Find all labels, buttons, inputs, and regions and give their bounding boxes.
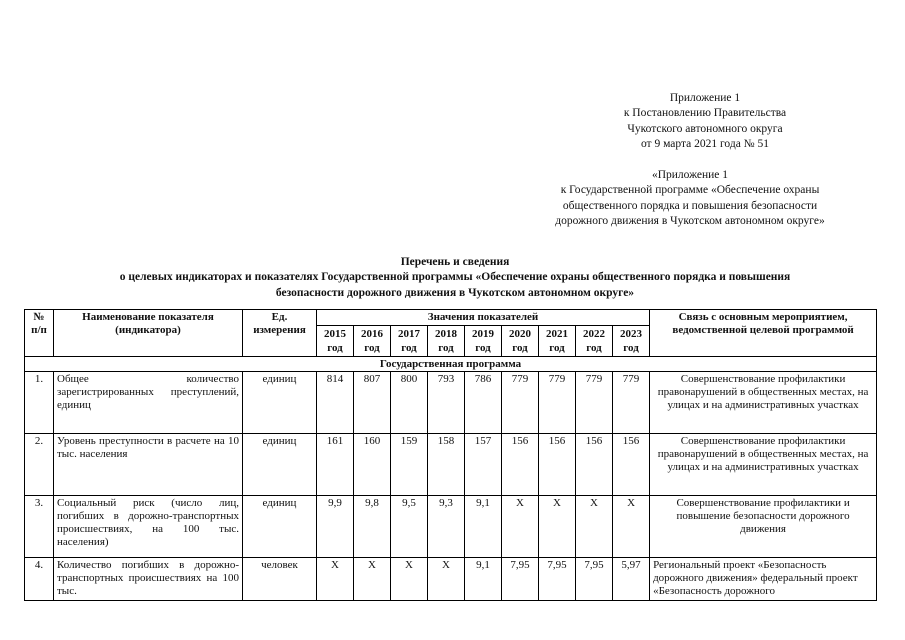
row-value: 7,95 (576, 558, 613, 601)
section-title: Государственная программа (25, 357, 877, 372)
row-value: 793 (428, 372, 465, 434)
row-value: Х (391, 558, 428, 601)
appendix-line: дорожного движения в Чукотском автономном округе» (555, 215, 825, 228)
row-value: 807 (354, 372, 391, 434)
row-value: 800 (391, 372, 428, 434)
header-num: № п/п (25, 310, 54, 357)
header-year: 2018 год (428, 326, 465, 357)
row-value: 157 (465, 434, 502, 496)
header-year: 2016 год (354, 326, 391, 357)
row-name: Социальный риск (число лиц, погибших в дорожно-транспортных происшествиях, на 100 тыс. населения) (54, 496, 243, 558)
header-year: 2019 год (465, 326, 502, 357)
header-link: Связь с основным мероприятием, ведомственной целевой программой (650, 310, 877, 357)
row-value: 9,5 (391, 496, 428, 558)
appendix-line: «Приложение 1 (651, 169, 729, 181)
table-row (25, 496, 877, 558)
row-value: Х (428, 558, 465, 601)
indicators-table (24, 309, 877, 601)
row-value: 9,1 (465, 558, 502, 601)
row-value: Х (539, 496, 576, 558)
title-line: о целевых индикаторах и показателях Государственной программы «Обеспечение охраны общественного порядка и повышения (119, 271, 791, 284)
row-value: Х (354, 558, 391, 601)
header-unit: Ед. измерения (243, 310, 317, 357)
row-value: 156 (502, 434, 539, 496)
row-value: 156 (576, 434, 613, 496)
title-line: безопасности дорожного движения в Чукотском автономном округе» (275, 286, 635, 299)
appendix-program-block (520, 168, 860, 230)
row-value: 158 (428, 434, 465, 496)
row-value: Х (613, 496, 650, 558)
title-line: Перечень и сведения (400, 256, 510, 268)
header-name: Наименование показателя (индикатора) (54, 310, 243, 357)
row-value: 786 (465, 372, 502, 434)
row-value: 159 (391, 434, 428, 496)
row-value: 779 (502, 372, 539, 434)
header-year: 2015 год (317, 326, 354, 357)
row-value: 9,8 (354, 496, 391, 558)
row-num: 4. (25, 558, 54, 601)
header-year: 2020 год (502, 326, 539, 357)
row-name: Уровень преступности в расчете на 10 тыс. населения (54, 434, 243, 496)
appendix-line: общественного порядка и повышения безопасности (562, 199, 818, 212)
row-value: 814 (317, 372, 354, 434)
header-year: 2017 год (391, 326, 428, 357)
table-row (25, 372, 877, 434)
row-name: Количество погибших в дорожно-транспортных происшествиях на 100 тыс. (54, 558, 243, 601)
header-row (25, 310, 877, 326)
row-value: Х (502, 496, 539, 558)
appendix-line: к Государственной программе «Обеспечение охраны (560, 184, 820, 197)
appendix-line: к Постановлению Правительства (623, 107, 787, 120)
row-num: 3. (25, 496, 54, 558)
row-unit: единиц (243, 372, 317, 434)
row-link: Совершенствование профилактики правонарушений в общественных местах, на улицах и на административных участках (650, 372, 877, 434)
row-value: 779 (576, 372, 613, 434)
row-value: Х (576, 496, 613, 558)
header-year: 2023 год (613, 326, 650, 357)
table-row (25, 434, 877, 496)
row-num: 1. (25, 372, 54, 434)
appendix-line: Приложение 1 (669, 92, 741, 104)
row-value: Х (317, 558, 354, 601)
header-year: 2022 год (576, 326, 613, 357)
row-link: Совершенствование профилактики и повышение безопасности дорожного движения (650, 496, 877, 558)
row-value: 160 (354, 434, 391, 496)
row-value: 7,95 (502, 558, 539, 601)
row-num: 2. (25, 434, 54, 496)
section-row (25, 357, 877, 372)
row-value: 9,3 (428, 496, 465, 558)
row-link: Региональный проект «Безопасность дорожного движения» федеральный проект «Безопасность дорожного (650, 558, 877, 601)
table-row (25, 558, 877, 601)
row-value: 156 (613, 434, 650, 496)
appendix-line: Чукотского автономного округа (627, 122, 783, 135)
row-value: 779 (539, 372, 576, 434)
row-value: 5,97 (613, 558, 650, 601)
appendix-date-line: от 9 марта 2021 года № 51 (640, 138, 770, 151)
row-unit: единиц (243, 496, 317, 558)
row-value: 156 (539, 434, 576, 496)
header-year: 2021 год (539, 326, 576, 357)
appendix-resolution-block (560, 91, 850, 153)
row-unit: единиц (243, 434, 317, 496)
row-value: 779 (613, 372, 650, 434)
row-value: 7,95 (539, 558, 576, 601)
header-values: Значения показателей (317, 310, 650, 326)
document-title (60, 255, 850, 301)
row-unit: человек (243, 558, 317, 601)
row-link: Совершенствование профилактики правонарушений в общественных местах, на улицах и на административных участках (650, 434, 877, 496)
row-value: 161 (317, 434, 354, 496)
row-value: 9,9 (317, 496, 354, 558)
row-name: Общее количество зарегистрированных преступлений, единиц (54, 372, 243, 434)
row-value: 9,1 (465, 496, 502, 558)
